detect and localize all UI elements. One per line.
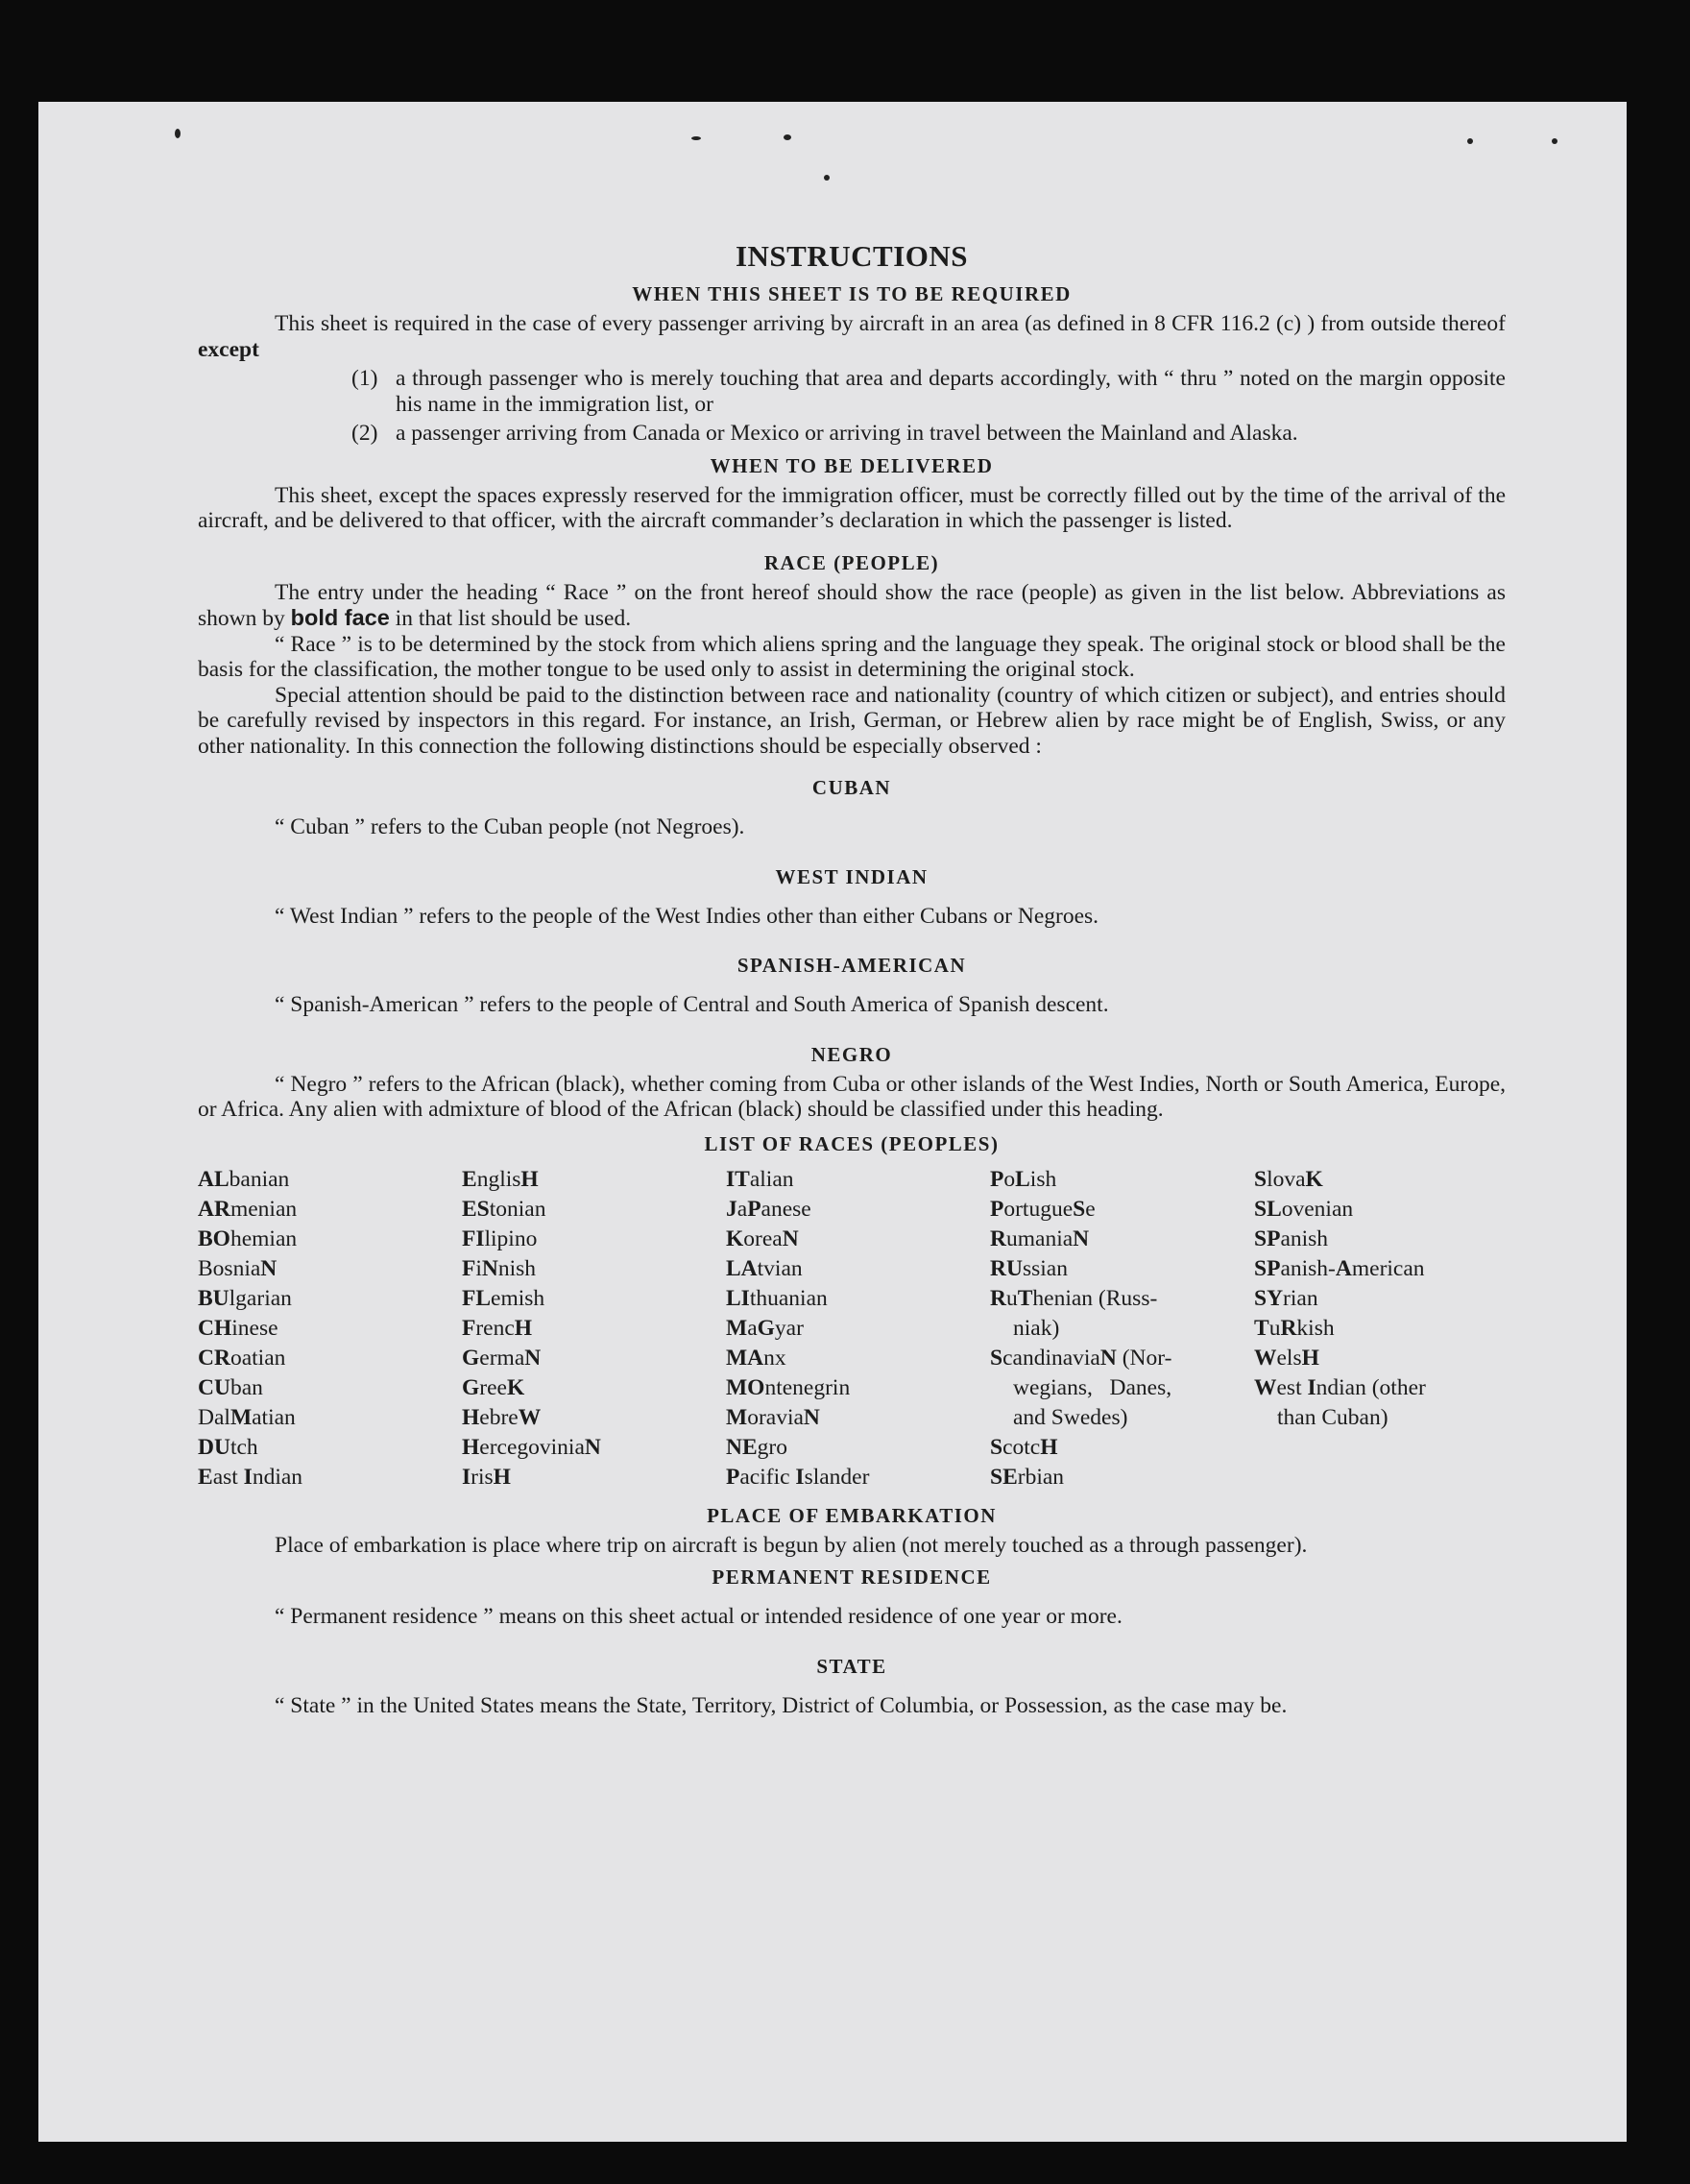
race-entry: IrisH <box>462 1464 511 1490</box>
race-paragraph-2: “ Race ” is to be determined by the stock from which aliens spring and the language they speak. The original stock or blood shall be the basis for the classification, the mother tongue to be used only to assist in determining the original stock. <box>198 631 1506 682</box>
race-entry: NEgro <box>726 1434 787 1460</box>
embarkation-text: Place of embarkation is place where trip on aircraft is begun by alien (not merely touched as a through passenger). <box>275 1532 1308 1558</box>
race-entry: East Indian <box>198 1464 303 1490</box>
item-text: a passenger arriving from Canada or Mexico or arriving in travel between the Mainland and Alaska. <box>396 421 1298 446</box>
heading-race: RACE (PEOPLE) <box>763 550 940 574</box>
race-entry: wegians, Danes, <box>1013 1374 1172 1400</box>
race-entry: SPanish <box>1254 1225 1329 1251</box>
race-entry: ScandinaviaN (Nor- <box>990 1345 1172 1371</box>
race-entry: ScotcH <box>990 1434 1058 1460</box>
races-list <box>198 1165 1506 1492</box>
instructions-content <box>198 238 1506 1718</box>
races-column-2 <box>462 1165 726 1492</box>
races-column-1 <box>198 1165 462 1492</box>
race-entry: SLovenian <box>1254 1196 1354 1222</box>
race-entry: TuRkish <box>1254 1315 1335 1341</box>
race-entry: BUlgarian <box>198 1285 292 1311</box>
race-entry: MaGyar <box>726 1315 804 1341</box>
page-title: INSTRUCTIONS <box>735 239 968 273</box>
negro-text: “ Negro ” refers to the African (black), whether coming from Cuba or other islands of the West Indies, North or South America, Europe, or Africa. Any alien with admixture of blood of the African (black) should be classified under this heading. <box>198 1071 1506 1122</box>
race-entry: HebreW <box>462 1404 542 1430</box>
permanent-residence-text: “ Permanent residence ” means on this sheet actual or intended residence of one year or more. <box>275 1604 1123 1629</box>
race-entry: SlovaK <box>1254 1166 1323 1192</box>
race-entry: niak) <box>1013 1315 1060 1341</box>
race-paragraph-3: Special attention should be paid to the distinction between race and nationality (country of which citizen or subject), and entries should be carefully revised by inspectors in this regard. For instance, an Irish, German, or Hebrew alien by race might be of English, Swiss, or any other nationality. In this connection the following distinctions should be especially observed : <box>198 682 1506 759</box>
race-paragraph-1: The entry under the heading “ Race ” on the front hereof should show the race (people) as given in the list below. Abbreviations as shown by bold face in that list should be used. <box>198 579 1506 631</box>
heading-state: STATE <box>816 1654 887 1678</box>
race-entry: and Swedes) <box>1013 1404 1128 1430</box>
item-text: a through passenger who is merely touching that area and departs accordingly, with “ thru ” noted on the margin opposite his name in the immigration list, or <box>396 366 1506 417</box>
race-entry: WelsH <box>1254 1345 1319 1371</box>
delivered-text: This sheet, except the spaces expressly reserved for the immigration officer, must be correctly filled out by the time of the arrival of the aircraft, and be delivered to that officer, with the aircraft commander’s declaration in which the passenger is listed. <box>198 482 1506 533</box>
race-entry: LAtvian <box>726 1255 803 1281</box>
race-entry: KoreaN <box>726 1225 799 1251</box>
heading-west-indian: WEST INDIAN <box>775 864 929 888</box>
cuban-text: “ Cuban ” refers to the Cuban people (not Negroes). <box>275 814 745 839</box>
speck-mark <box>824 175 830 181</box>
race-entry: CHinese <box>198 1315 278 1341</box>
speck-mark <box>784 134 791 140</box>
race-entry: FrencH <box>462 1315 533 1341</box>
race-entry: EnglisH <box>462 1166 539 1192</box>
race-entry: ITalian <box>726 1166 794 1192</box>
race-entry: BosniaN <box>198 1255 278 1281</box>
heading-required: WHEN THIS SHEET IS TO BE REQUIRED <box>632 282 1072 305</box>
race-entry: DUtch <box>198 1434 258 1460</box>
race-entry: EStonian <box>462 1196 546 1222</box>
heading-permanent-residence: PERMANENT RESIDENCE <box>712 1565 992 1589</box>
race-entry: BOhemian <box>198 1225 298 1251</box>
race-entry: RuThenian (Russ- <box>990 1285 1158 1311</box>
speck-mark <box>1552 138 1557 144</box>
race-entry: MoraviaN <box>726 1404 820 1430</box>
race-entry: SYrian <box>1254 1285 1318 1311</box>
race-entry: RumaniaN <box>990 1225 1090 1251</box>
race-entry: RUssian <box>990 1255 1068 1281</box>
race-entry: FIlipino <box>462 1225 538 1251</box>
race-entry: ALbanian <box>198 1166 290 1192</box>
race-entry: ARmenian <box>198 1196 298 1222</box>
list-item <box>198 366 1506 417</box>
race-entry: MAnx <box>726 1345 786 1371</box>
race-entry: MOntenegrin <box>726 1374 851 1400</box>
heading-cuban: CUBAN <box>811 776 892 799</box>
required-intro <box>198 311 1506 362</box>
race-entry: GermaN <box>462 1345 542 1371</box>
item-number: (2) <box>351 421 378 446</box>
races-column-4 <box>990 1165 1254 1492</box>
race-entry: West Indian (other <box>1254 1374 1426 1400</box>
list-item <box>198 421 1506 447</box>
race-entry: FLemish <box>462 1285 545 1311</box>
except-emphasis: except <box>198 336 259 362</box>
bold-face-emphasis: bold face <box>290 605 390 630</box>
race-entry: PoLish <box>990 1166 1057 1192</box>
west-indian-text: “ West Indian ” refers to the people of the West Indies other than either Cubans or Negroes. <box>275 903 1099 929</box>
race-entry: JaPanese <box>726 1196 811 1222</box>
heading-spanish-american: SPANISH-AMERICAN <box>736 954 967 977</box>
heading-embarkation: PLACE OF EMBARKATION <box>707 1503 997 1527</box>
race-entry: SPanish-American <box>1254 1255 1425 1281</box>
race-entry: LIthuanian <box>726 1285 828 1311</box>
race-entry: Pacific Islander <box>726 1464 870 1490</box>
heading-list-of-races: LIST OF RACES (PEOPLES) <box>704 1131 1000 1155</box>
race-entry: GreeK <box>462 1374 525 1400</box>
race-entry: CUban <box>198 1374 263 1400</box>
speck-mark <box>1467 138 1473 144</box>
race-entry: PortugueSe <box>990 1196 1096 1222</box>
heading-delivered: WHEN TO BE DELIVERED <box>710 453 994 477</box>
race-entry: SErbian <box>990 1464 1065 1490</box>
race-entry: CRoatian <box>198 1345 286 1371</box>
race-entry: HercegoviniaN <box>462 1434 601 1460</box>
race-entry: DalMatian <box>198 1404 296 1430</box>
races-column-3 <box>726 1165 990 1492</box>
race-entry: than Cuban) <box>1277 1404 1388 1430</box>
speck-mark <box>691 136 701 140</box>
races-column-5 <box>1254 1165 1518 1492</box>
spanish-american-text: “ Spanish-American ” refers to the people of Central and South America of Spanish descent. <box>275 992 1109 1017</box>
document-sheet <box>38 102 1627 2142</box>
required-intro-text: This sheet is required in the case of every passenger arriving by aircraft in an area (as defined in 8 CFR 116.2 (c) ) from outside thereof <box>275 311 1506 336</box>
state-text: “ State ” in the United States means the State, Territory, District of Columbia, or Possession, as the case may be. <box>275 1692 1288 1718</box>
heading-negro: NEGRO <box>810 1042 893 1066</box>
item-number: (1) <box>351 366 378 391</box>
speck-mark <box>175 129 181 138</box>
race-entry: FiNnish <box>462 1255 537 1281</box>
